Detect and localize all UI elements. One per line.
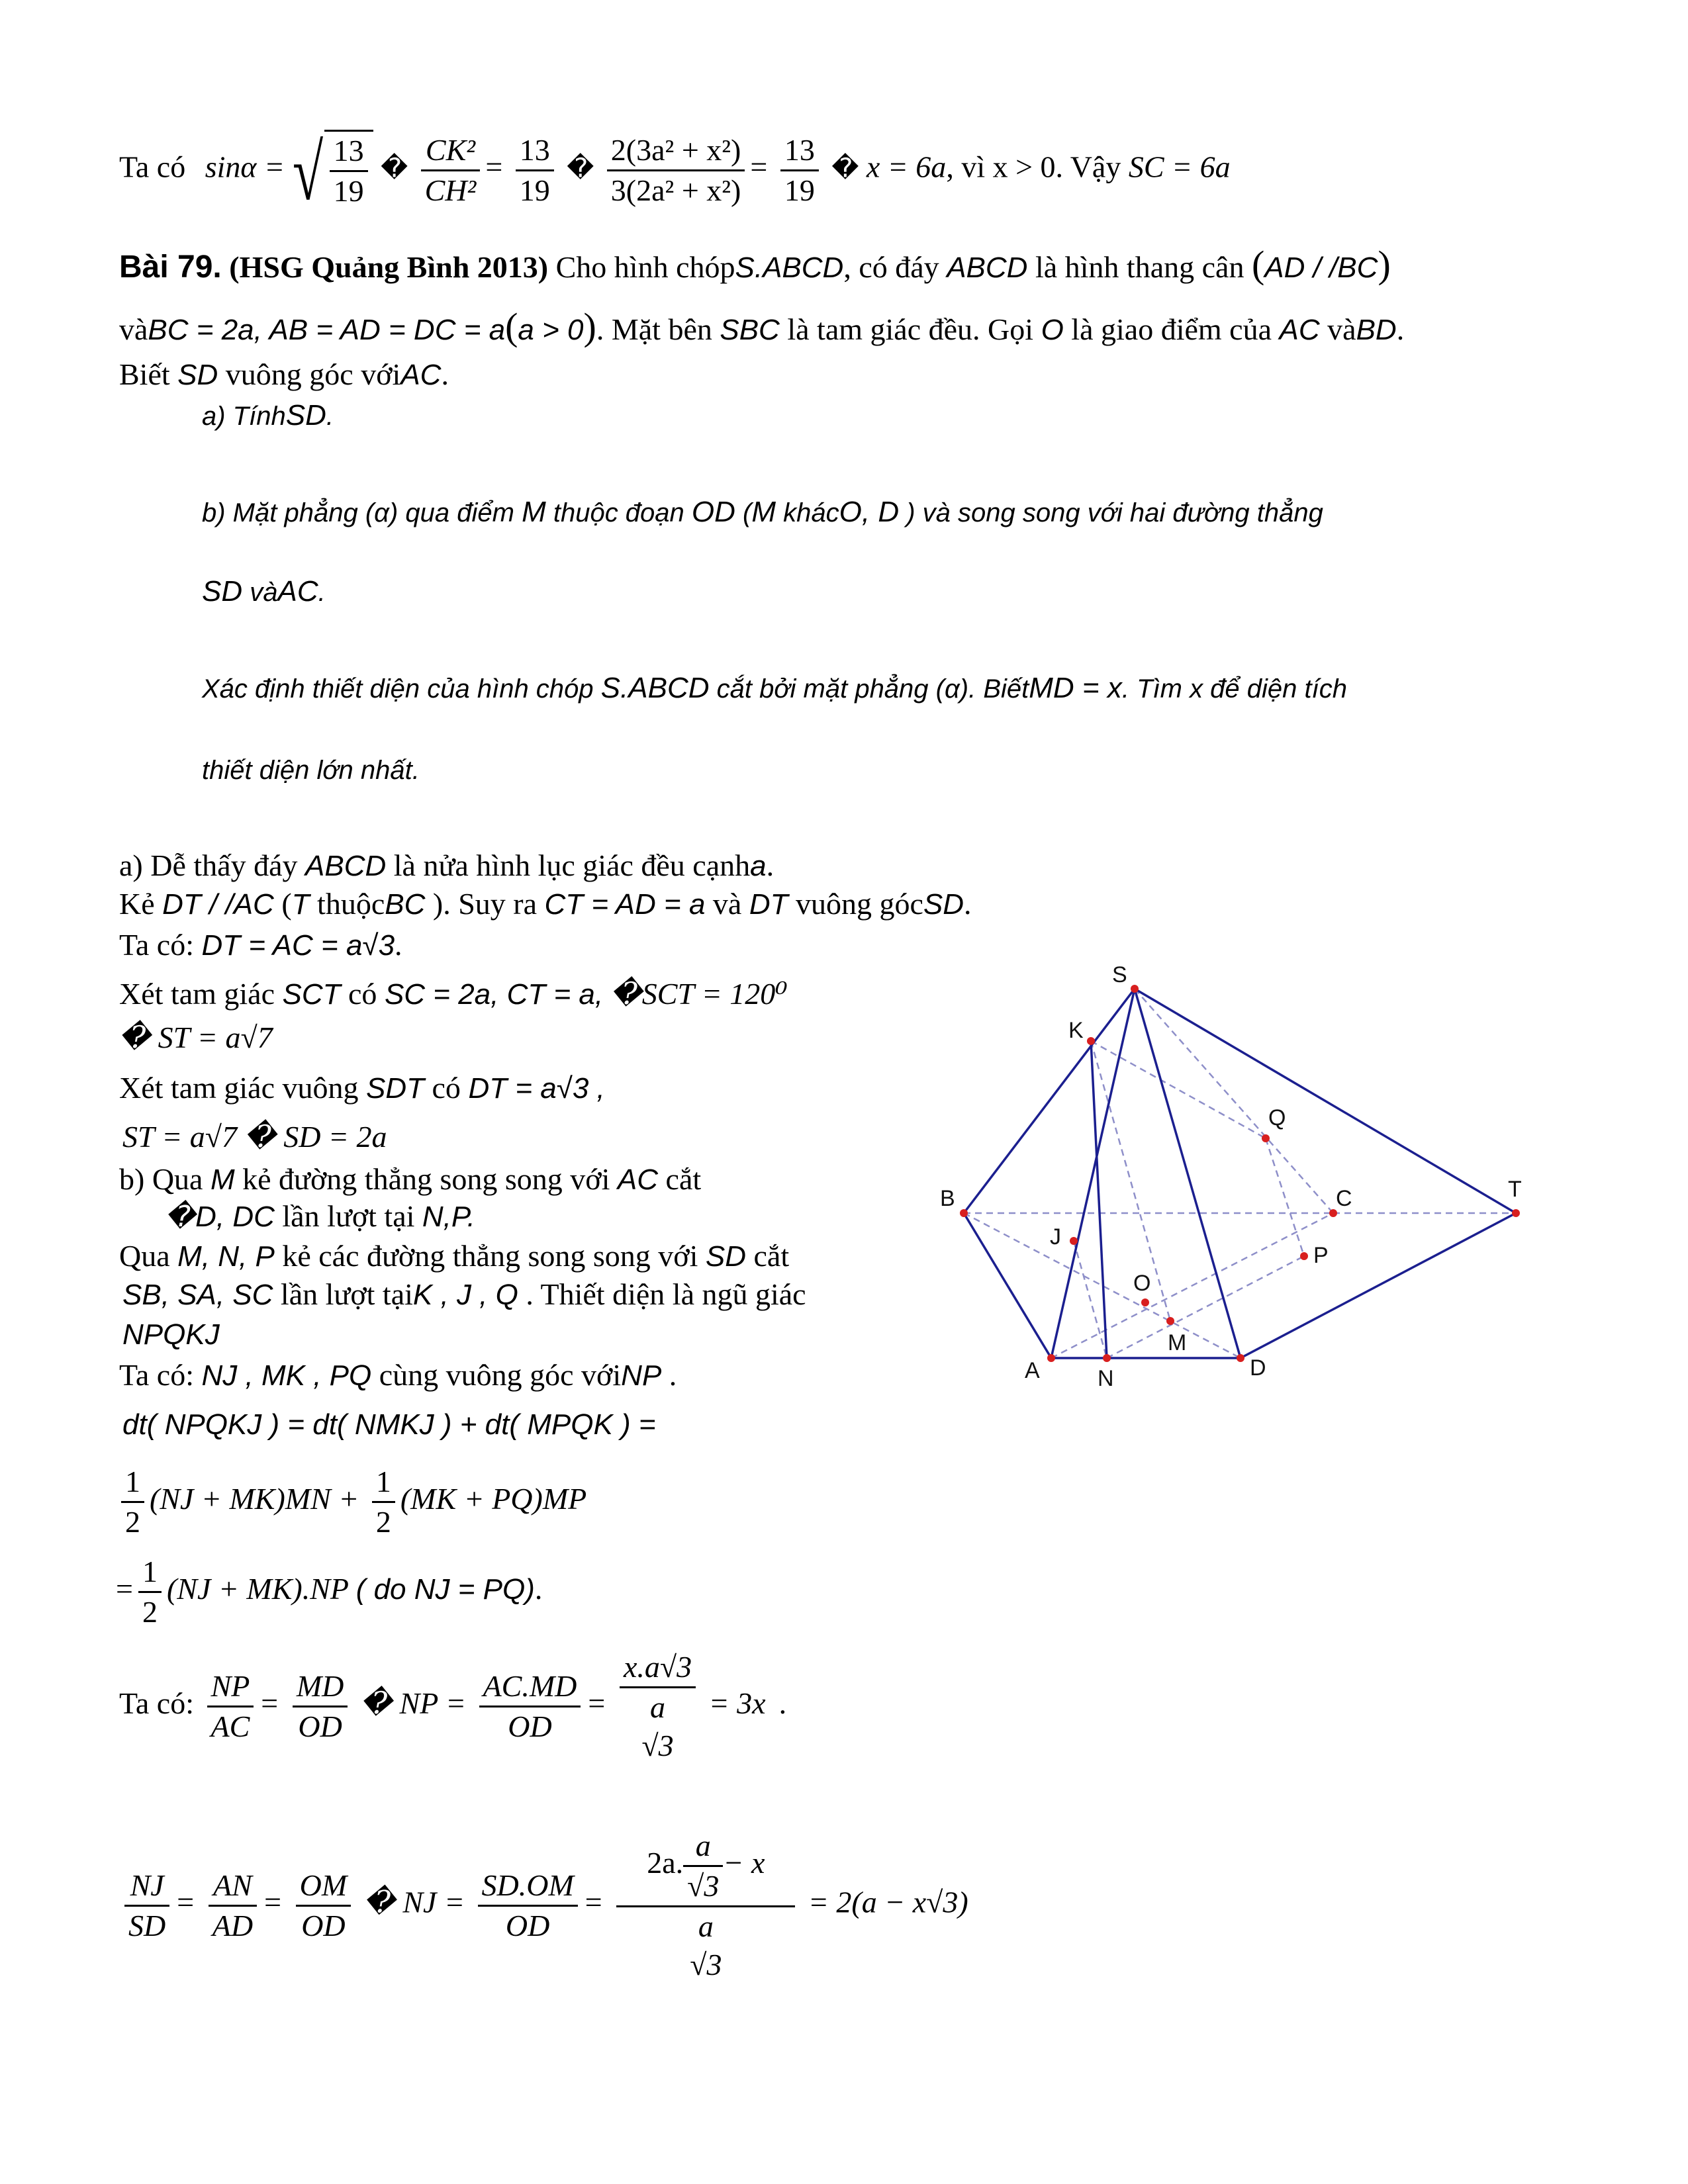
points <box>960 985 1520 1362</box>
sol-b-line-5: NPQKJ <box>122 1318 220 1351</box>
dashed-lines <box>964 989 1516 1358</box>
solid-lines <box>964 989 1516 1358</box>
label-s: S <box>1112 962 1127 987</box>
point-p <box>1300 1252 1308 1260</box>
label-t: T <box>1508 1177 1522 1202</box>
point-d <box>1237 1354 1244 1362</box>
question-b-line-2: SD vàAC. <box>202 575 326 608</box>
question-b-line-3: Xác định thiết diện của hình chóp S.ABCD cắt bởi mặt phẳng (α). BiếtMD = x. Tìm x để diện tích <box>202 672 1347 704</box>
sol-a-line-7: ST = a√7 � SD = 2a <box>122 1120 387 1154</box>
line-sc <box>1135 989 1333 1213</box>
problem-line-2: vàBC = 2a, AB = AD = DC = a(a > 0). Mặt bên SBC là tam giác đều. Gọi O là giao điểm của AC vàBD. <box>119 305 1405 348</box>
sol-a-line-3: Ta có: DT = AC = a√3. <box>119 928 402 962</box>
edge-ba <box>964 1213 1051 1358</box>
point-s <box>1131 985 1139 993</box>
point-t <box>1512 1209 1520 1217</box>
problem-line-3: Biết SD vuông góc vớiAC. <box>119 357 449 391</box>
edge-st <box>1135 989 1516 1213</box>
line-ac <box>1051 1213 1333 1358</box>
sol-a-line-2: Kẻ DT / /AC (T thuộcBC ). Suy ra CT = AD = a và DT vuông gócSD. <box>119 887 972 921</box>
label-c: C <box>1336 1186 1352 1211</box>
sol-b-line-1: b) Qua M kẻ đường thẳng song song với AC cắt <box>119 1162 702 1196</box>
sol-a-line-5: � ST = a√7 <box>119 1021 273 1054</box>
nj-equation: $\frac{NJ}{SD}$ = $\frac{AN}{AD}$ = $\frac{OM}{OD}$ � NJ = $\frac{SD.OM}{OD}$ = 2a. $\frac{a}{√3}$ − x a √3 = 2(a − x√3) <box>119 1827 968 1984</box>
np-equation: Ta có: $\frac{NP}{AC}$ = $\frac{MD}{OD}$ � NP = $\frac{AC.MD}{OD}$ = x.a√3 a √3 = 3x . <box>119 1648 786 1765</box>
sqrt-13-19: √ $\frac{13}{19}$ <box>293 130 373 210</box>
question-a: a) TínhSD. <box>202 399 334 432</box>
label-d: D <box>1250 1355 1266 1381</box>
sol-b-line-4: SB, SA, SC lần lượt tạiK , J , Q . Thiết diện là ngũ giác <box>122 1277 806 1311</box>
label-o: O <box>1133 1271 1151 1296</box>
point-o <box>1141 1298 1149 1306</box>
label-n: N <box>1098 1366 1114 1391</box>
label-j: J <box>1050 1224 1061 1250</box>
question-b-line-1: b) Mặt phẳng (α) qua điểm M thuộc đoạn OD (M khácO, D ) và song song với hai đường thẳng <box>202 496 1323 528</box>
line-kq <box>1091 1041 1266 1138</box>
point-j <box>1070 1237 1078 1245</box>
point-m <box>1166 1317 1174 1325</box>
label-b: B <box>940 1186 955 1211</box>
problem-label: Bài 79. <box>119 250 222 285</box>
label-q: Q <box>1268 1105 1286 1130</box>
sol-b-line-2: �D, DC lần lượt tại N,P. <box>165 1199 475 1233</box>
problem-line-1: Bài 79. (HSG Quảng Bình 2013) Cho hình chópS.ABCD, có đáy ABCD là hình thang cân (AD / /BC) <box>119 243 1391 286</box>
sol-a-line-6: Xét tam giác vuông SDT có DT = a√3 , <box>119 1071 605 1105</box>
point-a <box>1047 1354 1055 1362</box>
area-equation-line-3: = $\frac{1}{2}$ (NJ + MK).NP ( do NJ = PQ). <box>116 1553 542 1631</box>
intro-line: Ta có sinα = √ $\frac{13}{19}$ � $\frac{\text{CK²}}{\text{CH²}}$ = $\frac{13}{19}$ � $\frac{\text{2(3a² + x²)}}{\text{3(2a² + x²)}}$ = $\frac{13}{19}$ � x = 6a, vì x > 0. Vậy SC = 6a <box>119 128 1231 216</box>
area-equation-line-2: $\frac{1}{2}$ (NJ + MK)MN + $\frac{1}{2}$ (MK + PQ)MP <box>116 1463 586 1541</box>
sol-a-line-1: a) Dễ thấy đáy ABCD là nửa hình lục giác đều cạnha. <box>119 848 774 882</box>
label-m: M <box>1168 1330 1187 1355</box>
point-k <box>1087 1037 1095 1045</box>
label-p: P <box>1313 1243 1329 1268</box>
sol-b-line-3: Qua M, N, P kẻ các đường thẳng song song với SD cắt <box>119 1239 790 1273</box>
label-k: K <box>1068 1018 1084 1043</box>
question-b-line-4: thiết diện lớn nhất. <box>202 756 420 785</box>
problem-source: (HSG Quảng Bình 2013) <box>229 250 549 284</box>
sol-b-line-6: Ta có: NJ , MK , PQ cùng vuông góc vớiNP . <box>119 1358 677 1392</box>
sol-a-line-4: Xét tam giác SCT có SC = 2a, CT = a, �SCT = 120⁰ <box>119 977 788 1011</box>
area-equation-line-1: dt( NPQKJ ) = dt( NMKJ ) + dt( MPQK ) = <box>122 1408 656 1441</box>
label-a: A <box>1025 1358 1040 1383</box>
point-n <box>1103 1354 1111 1362</box>
edge-dt <box>1241 1213 1516 1358</box>
point-q <box>1262 1134 1270 1142</box>
edge-sd <box>1135 989 1241 1358</box>
pyramid-figure <box>927 946 1549 1410</box>
point-b <box>960 1209 968 1217</box>
